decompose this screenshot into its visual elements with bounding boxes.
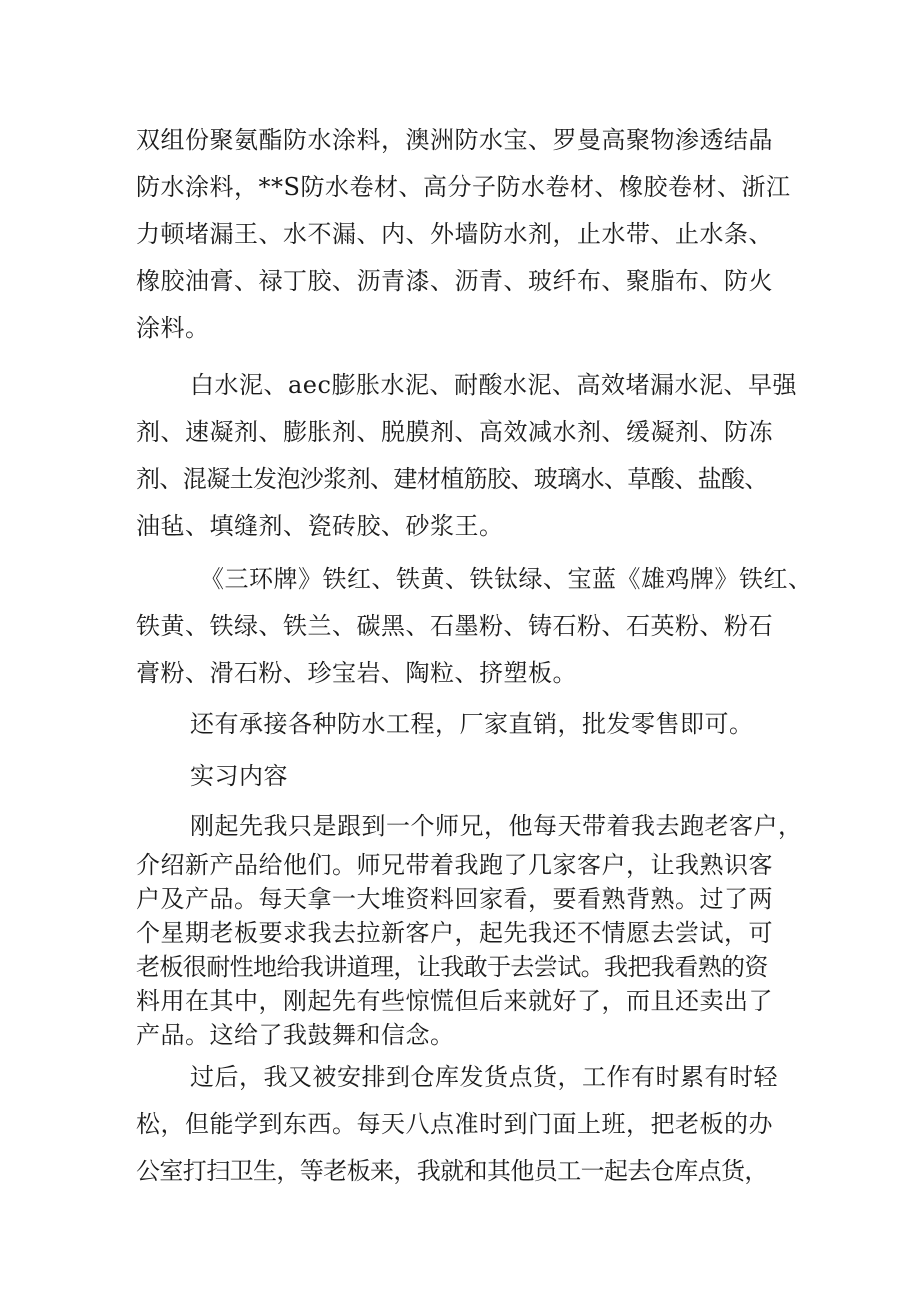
- text-line: 松，但能学到东西。每天八点准时到门面上班，把老板的办: [136, 1110, 773, 1138]
- text-line: 老板很耐性地给我讲道理，让我敢于去尝试。我把我看熟的资: [136, 953, 768, 981]
- text-line: 产品。这给了我鼓舞和信念。: [136, 1021, 455, 1049]
- text-line: 力顿堵漏王、水不漏、内、外墙防水剂，止水带、止水条、: [136, 220, 773, 248]
- text-line: 个星期老板要求我去拉新客户，起先我还不情愿去尝试，可: [136, 919, 773, 947]
- text-line: 还有承接各种防水工程，厂家直销，批发零售即可。: [190, 710, 754, 738]
- text-line: 《三环牌》铁红、铁黄、铁钛绿、宝蓝《雄鸡牌》铁红、: [200, 565, 813, 593]
- text-line: 过后，我又被安排到仓库发货点货，工作有时累有时轻: [190, 1063, 778, 1091]
- text-line: 铁黄、铁绿、铁兰、碳黑、石墨粉、铸石粉、石英粉、粉石: [136, 612, 773, 640]
- text-line: 白水泥、aec膨胀水泥、耐酸水泥、高效堵漏水泥、早强: [190, 371, 797, 399]
- text-line: 剂、速凝剂、膨胀剂、脱膜剂、高效减水剂、缓凝剂、防冻: [136, 418, 773, 446]
- text-line: 介绍新产品给他们。师兄带着我跑了几家客户，让我熟识客: [136, 851, 773, 879]
- section-heading: 实习内容: [190, 762, 288, 790]
- text-line: 剂、混凝土发泡沙浆剂、建材植筋胶、玻璃水、草酸、盐酸、: [136, 465, 768, 493]
- text-line: 油毡、填缝剂、瓷砖胶、砂浆王。: [136, 512, 504, 540]
- text-line: 料用在其中，刚起先有些惊慌但后来就好了，而且还卖出了: [136, 987, 773, 1015]
- text-line: 橡胶油膏、禄丁胶、沥青漆、沥青、玻纤布、聚脂布、防火: [136, 267, 773, 295]
- text-line: 刚起先我只是跟到一个师兄，他每天带着我去跑老客户，: [190, 812, 803, 840]
- text-line: 双组份聚氨酯防水涂料，澳洲防水宝、罗曼高聚物渗透结晶: [136, 126, 773, 154]
- text-line: 户及产品。每天拿一大堆资料回家看，要看熟背熟。过了两: [136, 885, 773, 913]
- text-line: 涂料。: [136, 314, 210, 342]
- text-line: 膏粉、滑石粉、珍宝岩、陶粒、挤塑板。: [136, 659, 577, 687]
- text-line: 公室打扫卫生，等老板来，我就和其他员工一起去仓库点货，: [136, 1157, 768, 1185]
- text-line: 防水涂料，**S防水卷材、高分子防水卷材、橡胶卷材、浙江: [136, 173, 791, 201]
